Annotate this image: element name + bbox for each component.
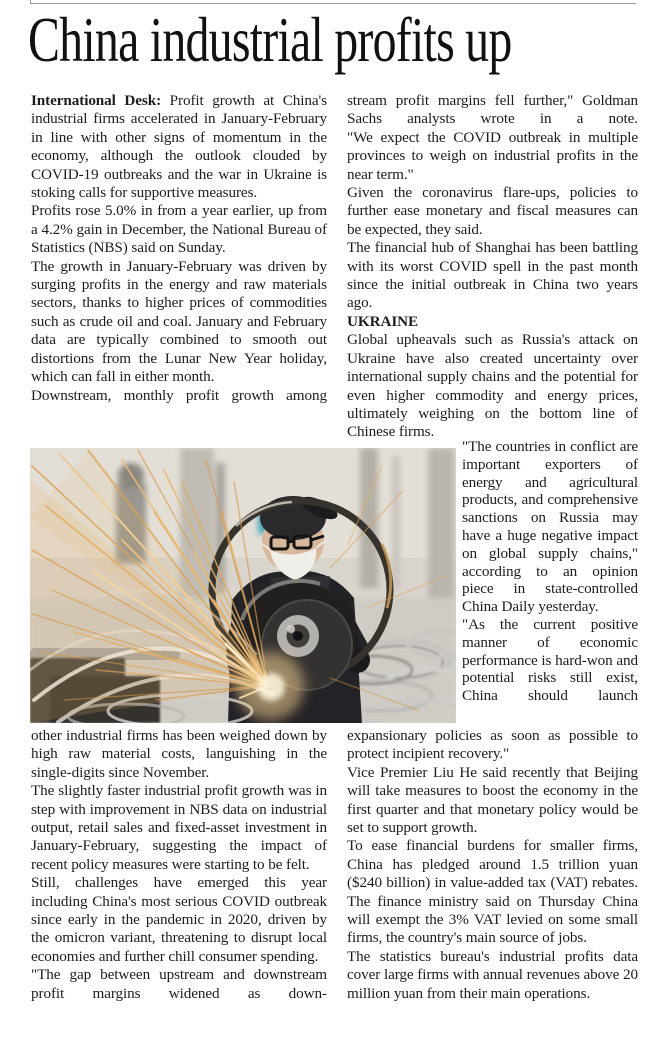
lead-text: Profit growth at China's industrial firms accelerated in January-February in line with other signs of momentum in the economy, although the outlook clouded by COVID-19 outbreaks and the war in Ukraine is stoking calls for supportive measures. — [31, 92, 327, 202]
dateline-label: International Desk: — [31, 92, 162, 109]
article-photo — [30, 448, 456, 723]
paragraph: "The gap between upstream and downstream profit margins widened as down- — [31, 966, 327, 1002]
paragraph: Still, challenges have emerged this year including China's most serious COVID outbreak since early in the pandemic in 2020, driven by the omicron variant, threatening to disrupt local economies and further chill consumer spending. — [31, 874, 327, 965]
paragraph: The financial hub of Shanghai has been battling with its worst COVID spell in the past month since the initial outbreak in China two years ago. — [347, 239, 638, 312]
article-column-right-beside-photo — [462, 438, 638, 705]
paragraph: The growth in January-February was driven by surging profits in the energy and raw materials sectors, thanks to higher prices of commodities such as crude oil and coal. January and February data are typically combined to smooth out distortions from the Lunar New Year holiday, which can fall in either month. — [31, 257, 327, 386]
paragraph: The statistics bureau's industrial profits data cover large firms with annual revenues above 20 million yuan from their main operations. — [347, 947, 638, 1002]
paragraph: other industrial firms has been weighed down by high raw material costs, languishing in the single-digits since November. — [31, 727, 327, 781]
paragraph: stream profit margins fell further," Goldman Sachs analysts wrote in a note. — [347, 92, 638, 128]
paragraph: The slightly faster industrial profit growth was in step with improvement in NBS data on industrial output, retail sales and fixed-asset investment in January-February, suggesting the impact of recent policy measures were starting to be felt. — [31, 782, 327, 873]
paragraph: "The countries in conflict are important exporters of energy and agricultural products, and comprehensive sanctions on Russia may have a huge negative impact on global supply chains," according to an opinion piece in state-controlled China Daily yesterday. — [462, 438, 638, 616]
article-column-right-top — [347, 92, 638, 442]
paragraph: "We expect the COVID outbreak in multiple provinces to weigh on industrial profits in the near term." — [347, 128, 638, 183]
paragraph: expansionary policies as soon as possible to protect incipient recovery." — [347, 727, 638, 763]
paragraph: Vice Premier Liu He said recently that Beijing will take measures to boost the economy in the first quarter and that monetary policy would be set to support growth. — [347, 763, 638, 837]
paragraph: "As the current positive manner of economic performance is hard-won and potential risks still exist, China should launch — [462, 615, 638, 705]
article-headline: China industrial profits up — [28, 5, 512, 75]
article-column-right-bottom — [347, 727, 638, 1003]
paragraph: Global upheavals such as Russia's attack on Ukraine have also created uncertainty over international supply chains and the potential for even higher commodity and energy prices, ultimately weighing on the bottom line of Chinese firms. — [347, 331, 638, 441]
article-column-left-top — [31, 92, 327, 405]
paragraph: To ease financial burdens for smaller firms, China has pledged around 1.5 trillion yuan ($240 billion) in value-added tax (VAT) rebates. The finance ministry said on Thursday China will exempt the 3% VAT levied on some small firms, the country's main source of jobs. — [347, 837, 638, 947]
factory-grinding-photo — [30, 448, 456, 723]
paragraph: Profits rose 5.0% in from a year earlier, up from a 4.2% gain in December, the National Bureau of Statistics (NBS) said on Sunday. — [31, 202, 327, 257]
paragraph: Given the coronavirus flare-ups, policies to further ease monetary and fiscal measures can be expected, they said. — [347, 184, 638, 238]
article-column-left-bottom — [31, 727, 327, 1003]
lead-paragraph — [31, 92, 327, 202]
paragraph: Downstream, monthly profit growth among — [31, 386, 327, 404]
section-subhead: UKRAINE — [347, 312, 419, 330]
